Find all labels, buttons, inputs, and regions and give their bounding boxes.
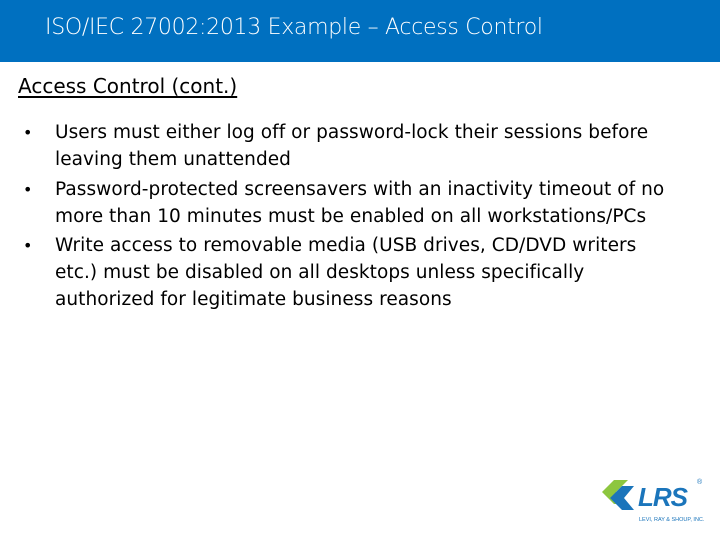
bullet-dot: • xyxy=(23,180,33,199)
logo-registered-mark: ® xyxy=(697,479,703,486)
lrs-logo-graphic xyxy=(598,470,710,526)
bullet-item xyxy=(0,176,670,230)
bullet-list xyxy=(0,119,690,313)
section-title: Access Control (cont.) xyxy=(18,74,238,98)
lrs-logo xyxy=(598,470,710,526)
bullet-dot: • xyxy=(23,236,33,255)
slide-header-title: ISO/IEC 27002:2013 Example – Access Control xyxy=(45,15,543,40)
bullet-item xyxy=(0,232,670,313)
logo-tagline: LEVI, RAY & SHOUP, INC. xyxy=(639,517,705,523)
logo-wordmark: LRS xyxy=(638,482,687,512)
header-bar xyxy=(0,0,720,62)
bullet-text: Password-protected screensavers with an inactivity timeout of no more than 10 minutes must be enabled on all workstations/PCs xyxy=(55,179,665,227)
bullet-item xyxy=(0,119,670,173)
bullet-dot: • xyxy=(23,123,33,142)
bullet-text: Users must either log off or password-lock their sessions before leaving them unattended xyxy=(55,122,649,170)
bullet-text: Write access to removable media (USB drives, CD/DVD writers etc.) must be disabled on all desktops unless specifically authorized for legitimate business reasons xyxy=(55,235,637,310)
